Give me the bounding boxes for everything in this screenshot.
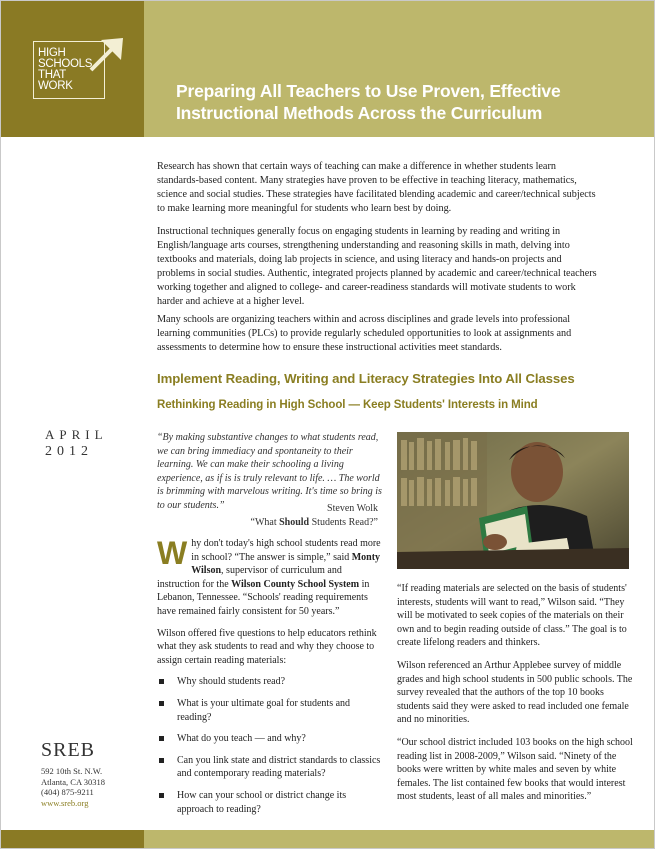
article-paragraph-2: Wilson offered five questions to help educators rethink what they ask students to read and why they choose to assign certain reading materials: bbox=[157, 627, 377, 666]
article-left-column bbox=[157, 537, 383, 824]
question-list bbox=[157, 675, 383, 816]
pull-quote: “By making substantive changes to what students read, we can bring immediacy and spontaneity to their learning. We can make their schooling a living experience, as if is is truly relevant to life. … The world is brimming with marvelous writing. It's time so bring is to our students.” bbox=[157, 432, 382, 511]
section-heading: Implement Reading, Writing and Literacy Strategies Into All Classes bbox=[157, 371, 575, 386]
sreb-website-link[interactable]: www.sreb.org bbox=[41, 797, 89, 808]
address-line: 592 10th St. N.W. bbox=[41, 766, 103, 776]
bullet-icon bbox=[159, 701, 164, 706]
intro-paragraph-1: Research has shown that certain ways of teaching can make a difference in whether students learn standards-based content. Many strategies have proven to be effective in teaching literacy, mathematics, science and social studies. These strategies have facilitated blending academic and career/technical subjects to make learning more meaningful for students who learn best by doing. bbox=[157, 161, 596, 214]
logo-line: HIGH bbox=[38, 47, 66, 59]
article-right-paragraph-3: “Our school district included 103 books on the high school reading list in 2008-2009,” Wilson said. “Ninety of the books were written by white males and seven by white females. The list contained few books that would interest most students, least of all males and minorities.” bbox=[397, 736, 633, 803]
footer-band-left bbox=[1, 830, 144, 848]
quote-source: “What Should Students Read?” bbox=[250, 516, 378, 528]
list-item: Why should students read? bbox=[157, 675, 383, 689]
article-right-paragraph-1: “If reading materials are selected on the basis of students' interests, students will want to read,” Wilson said. “They will be motivated to seek copies of the materials on their own and to begin reading outside of class.” The goal is to create lifelong readers and thinkers. bbox=[397, 583, 627, 649]
intro-paragraph-2: Instructional techniques generally focus on engaging students in learning by reading and writing in English/language arts courses, strengthening understanding and reasoning skills in math, delving into textbooks and materials, doing lab projects in science, and using literacy and hands-on projects and problems in social studies. Authentic, integrated projects planned by academic and career/technical teachers working together and aligned to college- and career-readiness standards will motivate students to work harder and achieve at a higher level. bbox=[157, 226, 597, 307]
page-title bbox=[176, 80, 636, 124]
bullet-icon bbox=[159, 679, 164, 684]
logo-line: SCHOOLS bbox=[38, 58, 93, 70]
bullet-icon bbox=[159, 758, 164, 763]
address-line: Atlanta, CA 30318 bbox=[41, 776, 105, 787]
logo-line: THAT bbox=[38, 69, 66, 81]
list-item: What do you teach — and why? bbox=[157, 732, 383, 746]
list-item: Can you link state and district standards to classics and contemporary reading materials? bbox=[157, 754, 383, 781]
sreb-logo: SREB bbox=[41, 739, 96, 761]
intro-paragraph-3: Many schools are organizing teachers within and across disciplines and grade levels into professional learning communities (PLCs) to provide regularly scheduled opportunities to look at assignments and assessments to determine how to ensure these instructional activities meet standards. bbox=[157, 314, 572, 353]
article-paragraph-1: Why don't today's high school students read more in school? “The answer is simple,” said Monty Wilson, supervisor of curriculum and instruction for the Wilson County School System in Lebanon, Tennessee. “Schools' reading requirements have remained fairly consistent for 50 years.” bbox=[157, 535, 381, 617]
issue-date bbox=[45, 426, 125, 460]
list-item: What is your ultimate goal for students and reading? bbox=[157, 697, 383, 724]
drop-cap: W bbox=[157, 535, 188, 571]
issue-month: APRIL bbox=[45, 427, 108, 442]
quote-attribution bbox=[201, 502, 378, 529]
list-item: How can your school or district change its approach to reading? bbox=[157, 789, 383, 816]
arrow-up-right-icon bbox=[87, 32, 129, 74]
bullet-icon bbox=[159, 736, 164, 741]
article-right-column bbox=[397, 582, 633, 813]
title-line: Instructional Methods Across the Curriculum bbox=[176, 103, 543, 123]
logo-line: WORK bbox=[38, 80, 73, 92]
sreb-address bbox=[41, 766, 105, 808]
title-line: Preparing All Teachers to Use Proven, Effective bbox=[176, 81, 561, 101]
quote-author: Steven Wolk bbox=[327, 503, 378, 514]
bullet-icon bbox=[159, 793, 164, 798]
address-line: (404) 875-9211 bbox=[41, 787, 94, 797]
article-right-paragraph-2: Wilson referenced an Arthur Applebee survey of middle grades and high school students in 500 public schools. The survey revealed that the authors of the top 10 books students said they were asked to read included one female and no minorities. bbox=[397, 659, 633, 726]
subsection-heading: Rethinking Reading in High School — Keep Students' Interests in Mind bbox=[157, 399, 538, 411]
issue-year: 2012 bbox=[45, 444, 93, 459]
student-reading-photo bbox=[397, 432, 629, 569]
